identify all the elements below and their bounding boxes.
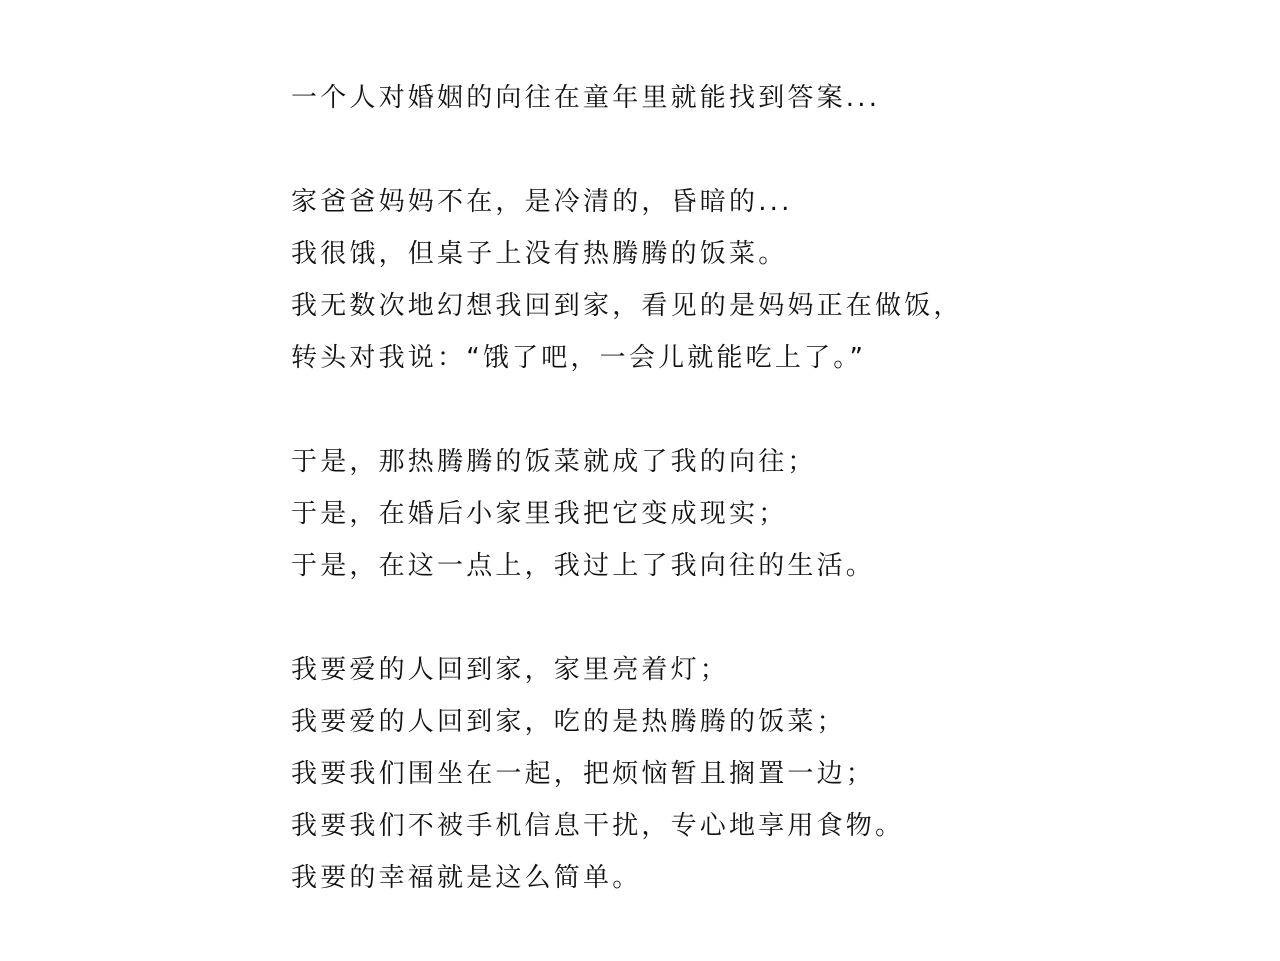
stanza-4: [291, 644, 1251, 904]
poem-line: 转头对我说：“饿了吧，一会儿就能吃上了。”: [291, 343, 867, 373]
poem-line: 我要爱的人回到家，家里亮着灯；: [291, 655, 730, 685]
poem-line: 于是，在这一点上，我过上了我向往的生活。: [291, 551, 876, 581]
poem-line: 我要的幸福就是这么简单。: [291, 863, 642, 893]
poem-text: [291, 72, 1251, 956]
poem-line: 于是，那热腾腾的饭菜就成了我的向往；: [291, 447, 817, 477]
stanza-2: [291, 176, 1251, 384]
poem-line: 我很饿，但桌子上没有热腾腾的饭菜。: [291, 239, 788, 269]
poem-line: 我要我们不被手机信息干扰，专心地享用食物。: [291, 811, 905, 841]
stanza-3: [291, 436, 1251, 592]
poem-line: 于是，在婚后小家里我把它变成现实；: [291, 499, 788, 529]
poem-line: 我无数次地幻想我回到家，看见的是妈妈正在做饭，: [291, 291, 963, 321]
stanza-1: [291, 72, 1251, 124]
poem-line: 我要我们围坐在一起，把烦恼暂且搁置一边；: [291, 759, 876, 789]
poem-line: 我要爱的人回到家，吃的是热腾腾的饭菜；: [291, 707, 846, 737]
poem-line: 家爸爸妈妈不在，是冷清的，昏暗的...: [291, 187, 793, 217]
poem-line: 一个人对婚姻的向往在童年里就能找到答案...: [291, 83, 881, 113]
